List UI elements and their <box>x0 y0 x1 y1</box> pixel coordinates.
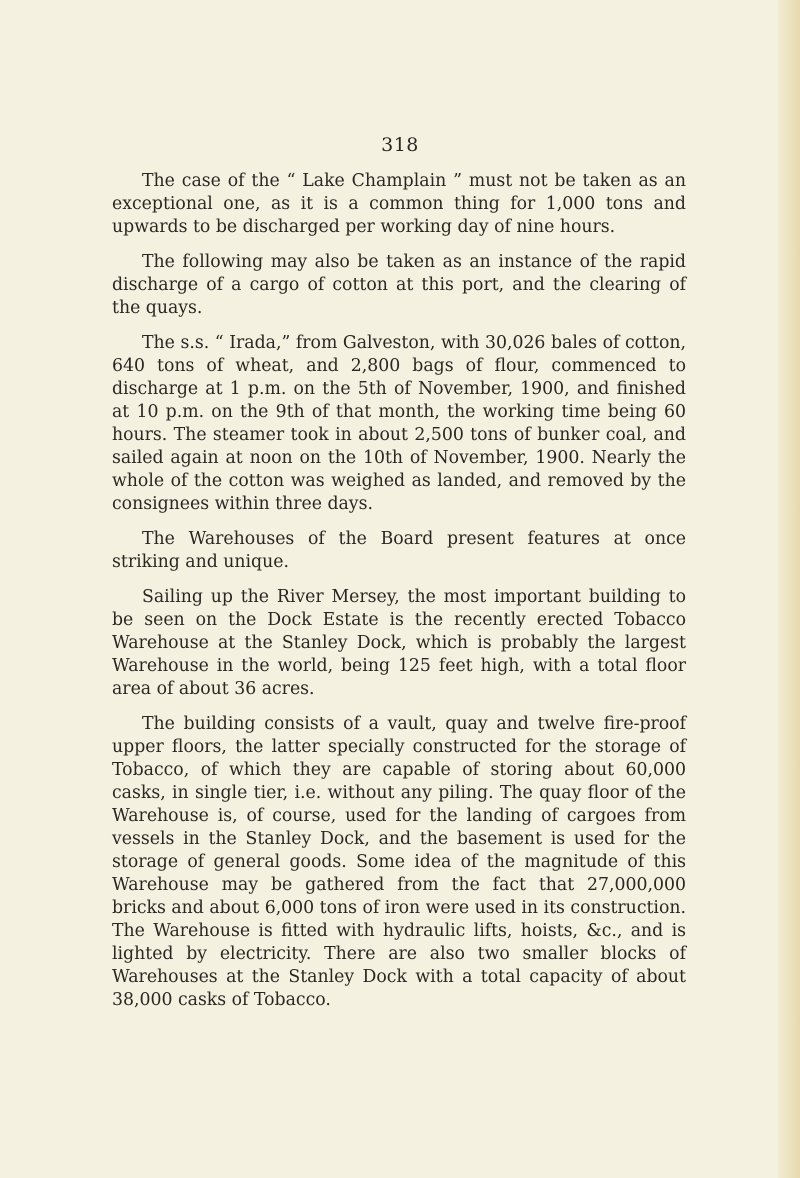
page-number: 318 <box>381 134 419 156</box>
paragraph-building-details: The building consists of a vault, quay and twelve fire-proof upper floors, the latter specially constructed for the storage of Tobacco, of which they are capable of storing about 60,000 casks, in single tier, i.e. without any piling. The quay floor of the Warehouse is, of course, used for the landing of cargoes from vessels in the Stanley Dock, and the basement is used for the storage of general goods. Some idea of the magnitude of this Warehouse may be gathered from the fact that 27,000,000 bricks and about 6,000 tons of iron were used in its construction. The Warehouse is fitted with hydraulic lifts, hoists, &c., and is lighted by electricity. There are also two smaller blocks of Warehouses at the Stanley Dock with a total capacity of about 38,000 casks of Tobacco. <box>112 714 686 1010</box>
paragraph-tobacco-warehouse: Sailing up the River Mersey, the most important building to be seen on the Dock Estate is the recently erected Tobacco Warehouse at the Stanley Dock, which is probably the largest Warehouse in the world, being 125 feet high, with a total floor area of about 36 acres. <box>112 587 686 699</box>
paragraph-cotton-discharge: The following may also be taken as an instance of the rapid discharge of a cargo of cotton at this port, and the clearing of the quays. <box>112 252 686 318</box>
paragraph-irada: The s.s. “ Irada,” from Galveston, with 30,026 bales of cotton, 640 tons of wheat, and 2,800 bags of flour, commenced to discharge at 1 p.m. on the 5th of November, 1900, and finished at 10 p.m. on the 9th of that month, the working time being 60 hours. The steamer took in about 2,500 tons of bunker coal, and sailed again at noon on the 10th of November, 1900. Nearly the whole of the cotton was weighed as landed, and removed by the consignees within three days. <box>112 333 686 514</box>
body-text <box>112 170 686 1024</box>
paragraph-lake-champlain: The case of the “ Lake Champlain ” must not be taken as an exceptional one, as it is a common thing for 1,000 tons and upwards to be discharged per working day of nine hours. <box>112 171 686 237</box>
page-edge-shadow <box>778 0 800 1178</box>
paragraph-warehouses-intro: The Warehouses of the Board present features at once striking and unique. <box>112 529 686 572</box>
